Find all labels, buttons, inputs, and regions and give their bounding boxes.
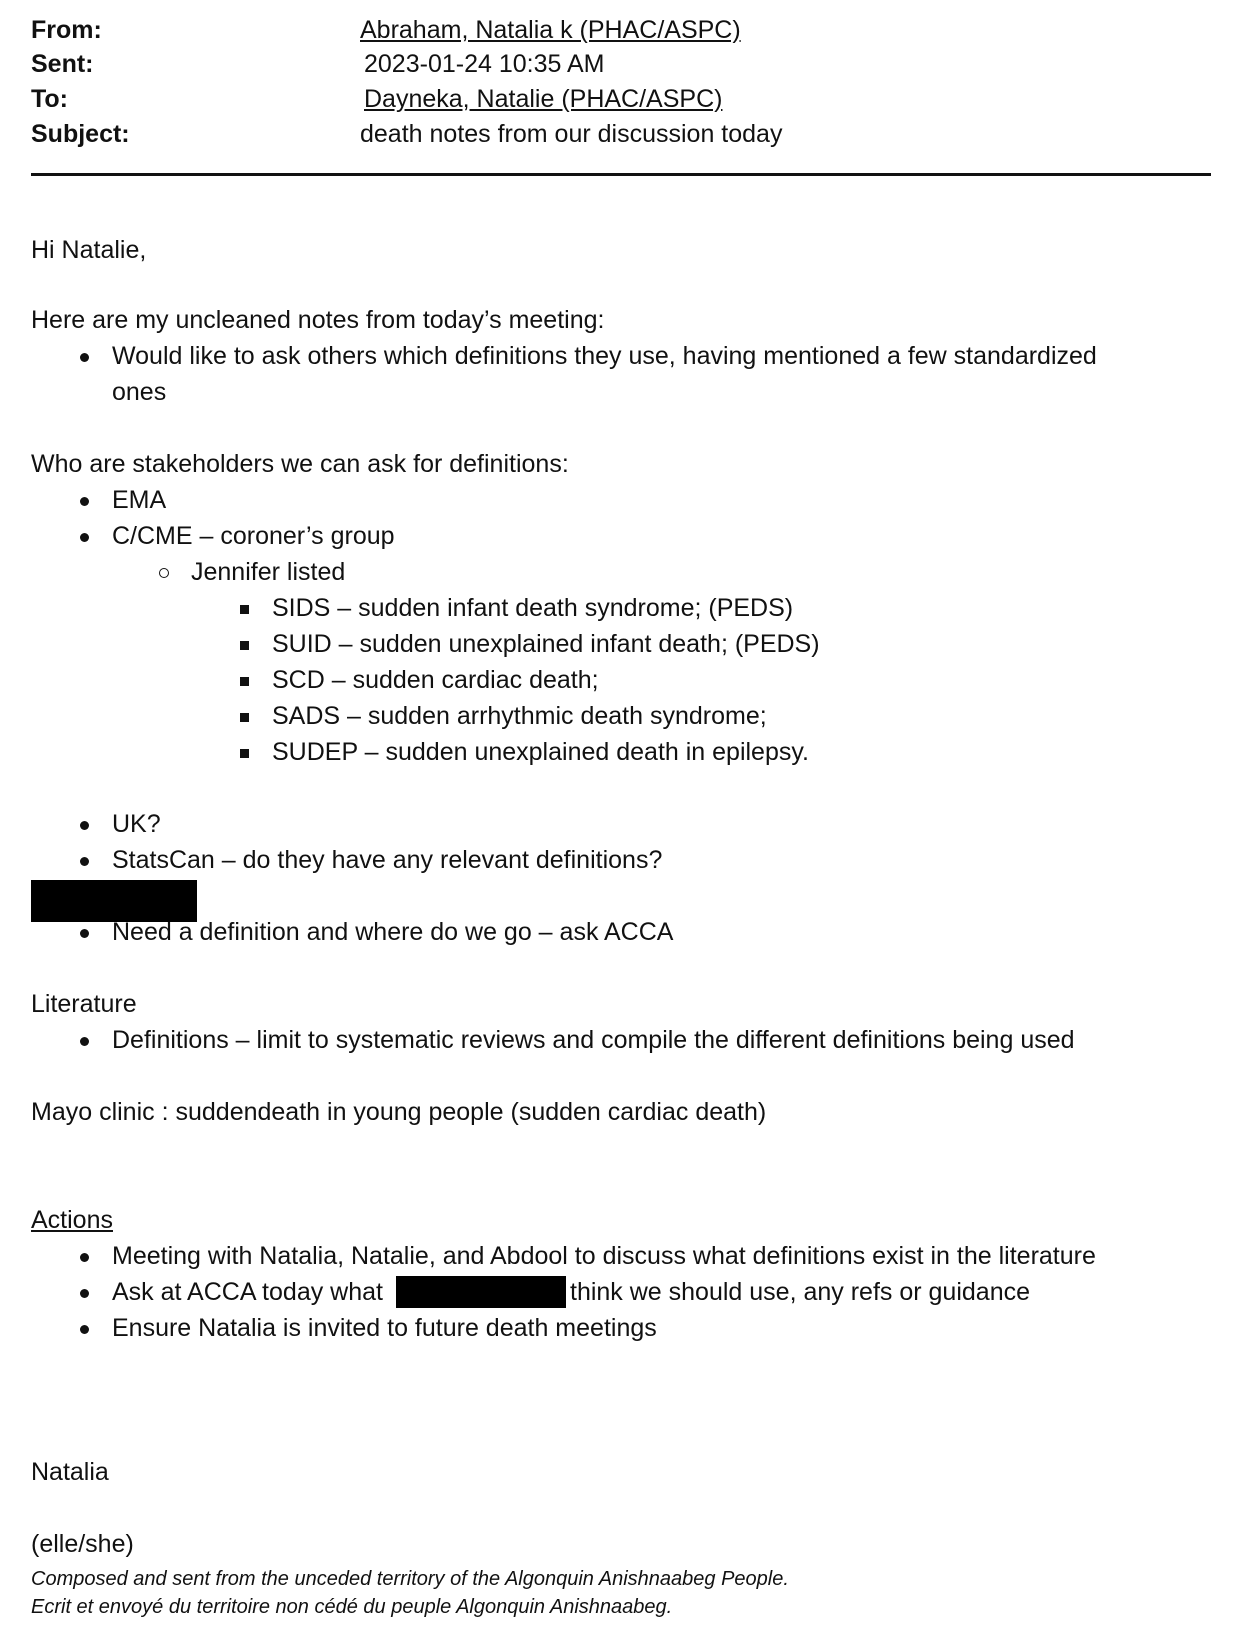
literature-heading: Literature xyxy=(31,990,137,1018)
intro-text: Here are my uncleaned notes from today’s meeting: xyxy=(31,306,605,334)
from-row xyxy=(31,12,1211,48)
bullet-icon xyxy=(80,1289,89,1298)
stakeholder-item: UK? xyxy=(112,810,161,838)
action-item-1: Meeting with Natalia, Natalie, and Abdool to discuss what definitions exist in the literature xyxy=(112,1242,1096,1270)
stakeholder-item: C/CME – coroner’s group xyxy=(112,522,395,550)
mayo-clinic-line: Mayo clinic : suddendeath in young people (sudden cardiac death) xyxy=(31,1098,767,1126)
from-label: From: xyxy=(31,16,102,44)
stakeholders-heading: Who are stakeholders we can ask for definitions: xyxy=(31,450,569,478)
literature-item: Definitions – limit to systematic reviews and compile the different definitions being used xyxy=(112,1026,1075,1054)
square-bullet-icon xyxy=(240,749,249,758)
to-value[interactable]: Dayneka, Natalie (PHAC/ASPC) xyxy=(364,85,723,113)
definition-item: SCD – sudden cardiac death; xyxy=(272,666,599,694)
subject-value: death notes from our discussion today xyxy=(360,120,783,148)
territory-acknowledgement-fr: Ecrit et envoyé du territoire non cédé du peuple Algonquin Anishnaabeg. xyxy=(31,1596,673,1618)
header-divider xyxy=(31,173,1211,176)
bullet-icon xyxy=(80,929,89,938)
signature-name: Natalia xyxy=(31,1458,109,1486)
bullet-icon xyxy=(80,1253,89,1262)
signature-pronouns: (elle/she) xyxy=(31,1530,134,1558)
bullet-icon xyxy=(80,497,89,506)
bullet-icon xyxy=(80,533,89,542)
square-bullet-icon xyxy=(240,605,249,614)
definition-item: SADS – sudden arrhythmic death syndrome; xyxy=(272,702,767,730)
square-bullet-icon xyxy=(240,641,249,650)
definition-item: SUDEP – sudden unexplained death in epilepsy. xyxy=(272,738,809,766)
sent-row xyxy=(31,46,1211,82)
to-row xyxy=(31,81,1211,117)
redaction-block xyxy=(396,1276,566,1308)
intro-bullet-line-2: ones xyxy=(112,378,167,406)
definition-item: SUID – sudden unexplained infant death; (PEDS) xyxy=(272,630,820,658)
bullet-icon xyxy=(80,1325,89,1334)
subject-row xyxy=(31,116,1211,152)
action-item-2-start: Ask at ACCA today what xyxy=(112,1278,383,1306)
sub-item-jennifer: Jennifer listed xyxy=(191,558,346,586)
to-label: To: xyxy=(31,85,69,113)
bullet-icon xyxy=(80,353,89,362)
need-definition-item: Need a definition and where do we go – ask ACCA xyxy=(112,918,674,946)
bullet-icon xyxy=(80,821,89,830)
greeting: Hi Natalie, xyxy=(31,236,147,264)
from-value[interactable]: Abraham, Natalia k (PHAC/ASPC) xyxy=(360,16,741,44)
definition-item: SIDS – sudden infant death syndrome; (PEDS) xyxy=(272,594,794,622)
stakeholder-item: StatsCan – do they have any relevant definitions? xyxy=(112,846,663,874)
stakeholder-item: EMA xyxy=(112,486,167,514)
actions-heading: Actions xyxy=(31,1206,113,1234)
bullet-icon xyxy=(80,857,89,866)
bullet-icon xyxy=(80,1037,89,1046)
territory-acknowledgement-en: Composed and sent from the unceded territory of the Algonquin Anishnaabeg People. xyxy=(31,1568,789,1590)
sent-label: Sent: xyxy=(31,50,94,78)
intro-bullet-line-1: Would like to ask others which definitions they use, having mentioned a few standardized xyxy=(112,342,1097,370)
action-item-2-end: think we should use, any refs or guidance xyxy=(570,1278,1030,1306)
action-item-3: Ensure Natalia is invited to future death meetings xyxy=(112,1314,657,1342)
square-bullet-icon xyxy=(240,713,249,722)
subject-label: Subject: xyxy=(31,120,130,148)
sent-value: 2023-01-24 10:35 AM xyxy=(364,50,605,78)
square-bullet-icon xyxy=(240,677,249,686)
hollow-bullet-icon xyxy=(159,568,169,578)
